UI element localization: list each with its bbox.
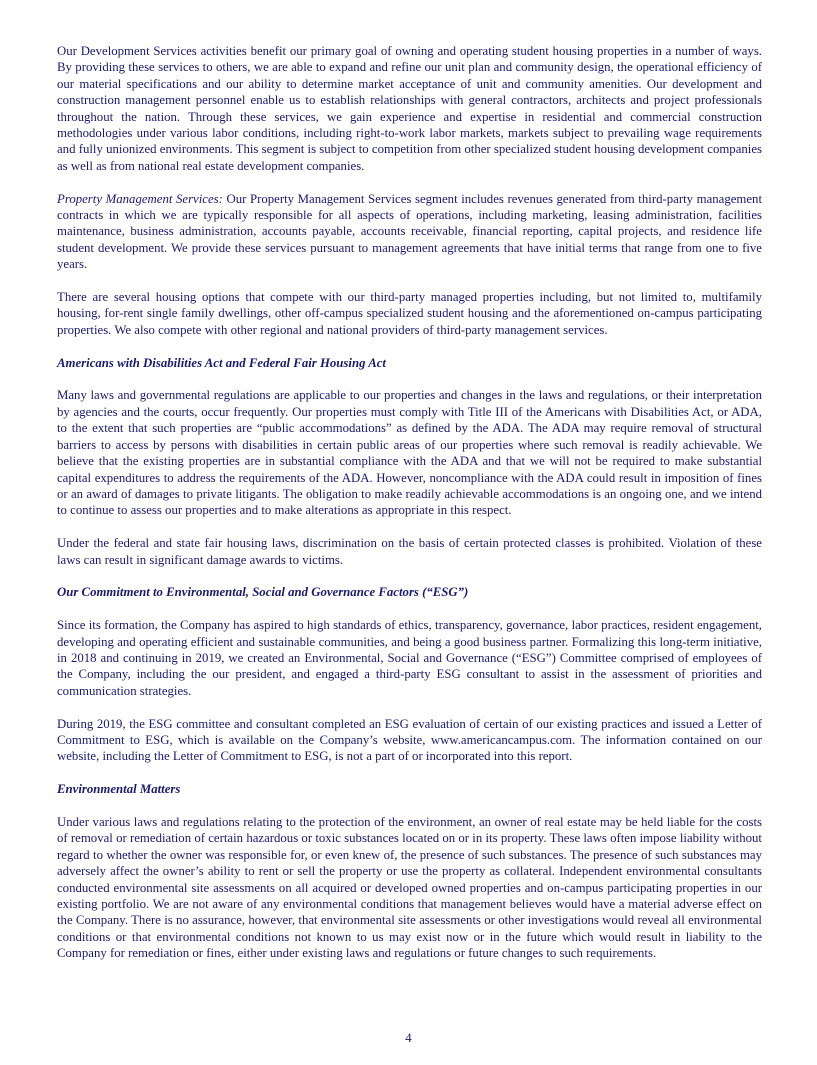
page-number: 4: [405, 1031, 412, 1045]
paragraph-esg-evaluation: During 2019, the ESG committee and consultant completed an ESG evaluation of certain of our existing practices and issued a Letter of Commitment to ESG, which is available on the Company’s website, www.americancampus.com. The information contained on our website, including the Letter of Commitment to ESG, is not a part of or incorporated into this report.: [57, 716, 762, 764]
document-page: [57, 43, 762, 978]
paragraph-housing-competition: There are several housing options that compete with our third-party managed properties including, but not limited to, multifamily housing, for-rent single family dwellings, other off-campus specialized student housing and the aforementioned on-campus participating properties. We also compete with other regional and national providers of third-party management services.: [57, 290, 762, 337]
paragraph-esg-formation: Since its formation, the Company has aspired to high standards of ethics, transparency, governance, labor practices, resident engagement, developing and operating efficient and sustainable communities, and being a good business partner. Formalizing this long-term initiative, in 2018 and continuing in 2019, we created an Environmental, Social and Governance (“ESG”) Committee comprised of employees of the Company, including the our president, and engaged a third-party ESG consultant to assist in the assessment of priorities and communication strategies.: [57, 618, 762, 698]
heading-environmental: Environmental Matters: [57, 782, 181, 797]
property-management-body: Our Property Management Services segment includes revenues generated from third-party management contracts in which we are typically responsible for all aspects of operations, including marketing, leasing administration, facilities maintenance, business administration, accounts payable, accounts receivable, financial reporting, capital projects, and residence life student development. We provide these services pursuant to management agreements that have initial terms that range from one to five years.: [57, 191, 762, 272]
paragraph-environmental-matters: Under various laws and regulations relating to the protection of the environment, an owner of real estate may be held liable for the costs of removal or remediation of certain hazardous or toxic substances located on or in its property. These laws often impose liability without regard to whether the owner was responsible for, or even knew of, the presence of such substances. The presence of such substances may adversely affect the owner’s ability to rent or sell the property or use the property as collateral. Independent environmental consultants conducted environmental site assessments on all acquired or developed owned properties and on-campus participating properties in our existing portfolio. We are not aware of any environmental conditions that management believes would have a material adverse effect on the Company. There is no assurance, however, that environmental site assessments or other investigations would reveal all environmental conditions or that environmental conditions not known to us may exist now or in the future which would result in liability to the Company for remediation or fines, either under existing laws and regulations or future changes to such requirements.: [57, 814, 762, 961]
paragraph-property-management: [57, 191, 762, 273]
paragraph-development-services: Our Development Services activities benefit our primary goal of owning and operating student housing properties in a number of ways. By providing these services to others, we are able to expand and refine our unit plan and community design, the operational efficiency of our material specifications and our ability to determine market acceptance of unit and community amenities. Our development and construction management personnel enable us to establish relationships with general contractors, architects and project professionals throughout the nation. Through these services, we gain experience and expertise in residential and commercial construction methodologies under various labor conditions, including right-to-work labor markets, markets subject to prevailing wage requirements and fully unionized environments. This segment is subject to competition from other specialized student housing development companies as well as from national real estate development companies.: [57, 44, 762, 173]
paragraph-ada-compliance: Many laws and governmental regulations are applicable to our properties and changes in the laws and regulations, or their interpretation by agencies and the courts, occur frequently. Our properties must comply with Title III of the Americans with Disabilities Act, or ADA, to the extent that such properties are “public accommodations” as defined by the ADA. The ADA may require removal of structural barriers to access by persons with disabilities in certain public areas of our properties where such removal is readily achievable. We believe that the existing properties are in substantial compliance with the ADA and that we will not be required to make substantial capital expenditures to address the requirements of the ADA. However, noncompliance with the ADA could result in imposition of fines or an award of damages to private litigants. The obligation to make readily achievable accommodations is an ongoing one, and we intend to continue to assess our properties and to make alterations as appropriate in this respect.: [57, 388, 762, 518]
heading-esg: Our Commitment to Environmental, Social and Governance Factors (“ESG”): [57, 585, 469, 600]
property-management-lead: Property Management Services:: [57, 191, 223, 206]
heading-ada: Americans with Disabilities Act and Federal Fair Housing Act: [57, 355, 386, 370]
paragraph-fair-housing: Under the federal and state fair housing laws, discrimination on the basis of certain protected classes is prohibited. Violation of these laws can result in significant damage awards to victims.: [57, 536, 762, 567]
